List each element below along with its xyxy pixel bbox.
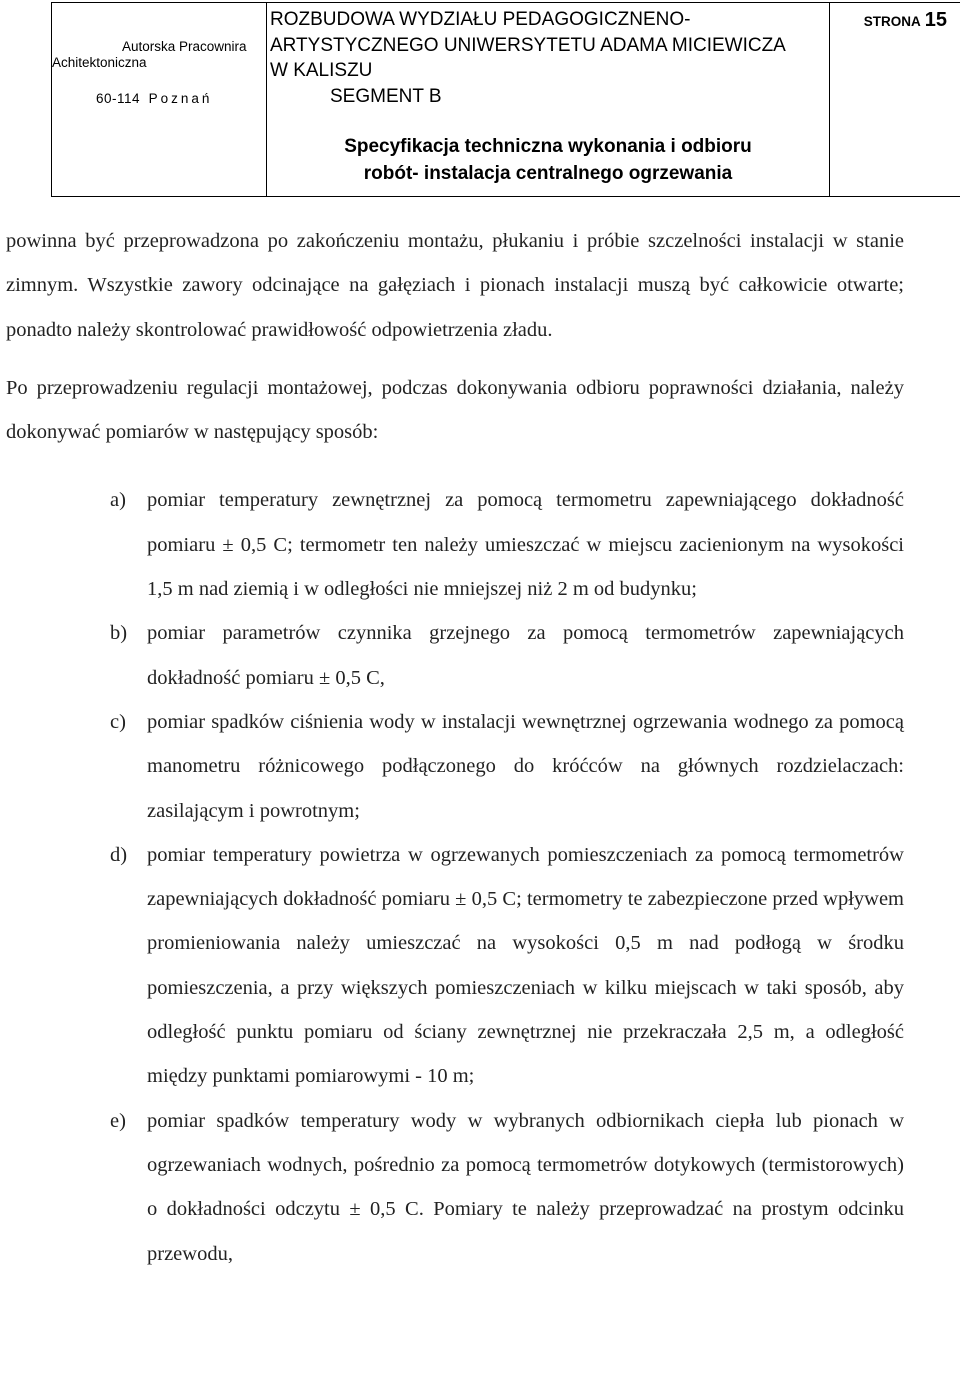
spec-title-line1: Specyfikacja techniczna wykonania i odbioru [344, 136, 752, 157]
org-name-line2: Achitektoniczna [52, 55, 147, 70]
title-cell [267, 3, 830, 197]
project-title-line3: W KALISZU [270, 60, 373, 81]
list-item [6, 478, 904, 611]
page-indicator [864, 9, 947, 32]
list-item-text: pomiar temperatury powietrza w ogrzewanych pomieszczeniach za pomocą termometrów zapewniających dokładność pomiaru ± 0,5 C; termometry te zabezpieczone przed wpływem promieniowania należy umieszczać na wysokości 0,5 m nad podłogą w środku pomieszczenia, a przy większych pomieszczeniach w kilku miejscach w taki sposób, aby odległość punktu pomiaru od ściany zewnętrznej nie przekraczała 2,5 m, a odległość między punktami pomiarowymi - 10 m; [147, 843, 904, 1088]
project-title-line2: ARTYSTYCZNEGO UNIWERSYTETU ADAMA MICIEWICZA [270, 34, 786, 56]
list-item [6, 833, 904, 1099]
list-marker: c) [110, 710, 126, 733]
list-item-text: pomiar parametrów czynnika grzejnego za pomocą termometrów zapewniających dokładność pomiaru ± 0,5 C, [147, 622, 904, 689]
list-item-text: pomiar temperatury zewnętrznej za pomocą termometru zapewniającego dokładność pomiaru ± 0,5 C; termometr ten należy umieszczać w miejscu zacienionym na wysokości 1,5 m nad ziemią i w odległości nie mniejszej niż 2 m od budynku; [147, 489, 904, 601]
project-title-line1: ROZBUDOWA WYDZIAŁU PEDAGOGICZNENO- [270, 9, 691, 30]
document-body [6, 219, 904, 1276]
org-postal-code: 60-114 [96, 91, 141, 106]
project-segment: SEGMENT B [330, 85, 442, 107]
org-block [52, 3, 266, 196]
list-item [6, 1099, 904, 1276]
list-marker: a) [110, 489, 126, 512]
page-number: 15 [924, 9, 947, 31]
list-marker: e) [110, 1109, 126, 1132]
paragraph-2: Po przeprowadzeniu regulacji montażowej, podczas dokonywania odbioru poprawności działania, należy dokonywać pomiarów w następujący sposób: [6, 376, 904, 444]
org-cell [52, 3, 267, 197]
list-item [6, 611, 904, 700]
list-marker: d) [110, 843, 128, 866]
page-label: STRONA [863, 14, 921, 29]
spec-title [267, 133, 829, 187]
list-item-text: pomiar spadków temperatury wody w wybranych odbiornikach ciepła lub pionach w ogrzewaniach wodnych, pośrednio za pomocą termometrów dotykowych (termistorowych) o dokładności odczytu ± 0,5 C. Pomiary te należy przeprowadzać na prostym odcinku przewodu, [147, 1109, 904, 1265]
list-item-text: pomiar spadków ciśnienia wody w instalacji wewnętrznej ogrzewania wodnego za pomocą manometru różnicowego podłączonego do króćców na głównych rozdzielaczach: zasilającym i powrotnym; [147, 710, 904, 822]
page-cell [830, 3, 960, 197]
list-item [6, 700, 904, 833]
org-address [96, 91, 212, 107]
list-marker: b) [110, 622, 128, 645]
org-city: Poznań [148, 91, 213, 106]
project-title [270, 7, 786, 109]
spec-title-line2: robót- instalacja centralnego ogrzewania [363, 163, 733, 184]
org-name-line1: Autorska Pracownira [122, 39, 247, 54]
measurement-list [6, 478, 904, 1275]
paragraph-1: powinna być przeprowadzona po zakończeniu montażu, płukaniu i próbie szczelności instalacji w stanie zimnym. Wszystkie zawory odcinające na gałęziach i pionach instalacji muszą być całkowicie otwarte; ponadto należy skontrolować prawidłowość odpowietrzenia zładu. [6, 230, 904, 341]
page-header [51, 2, 960, 197]
